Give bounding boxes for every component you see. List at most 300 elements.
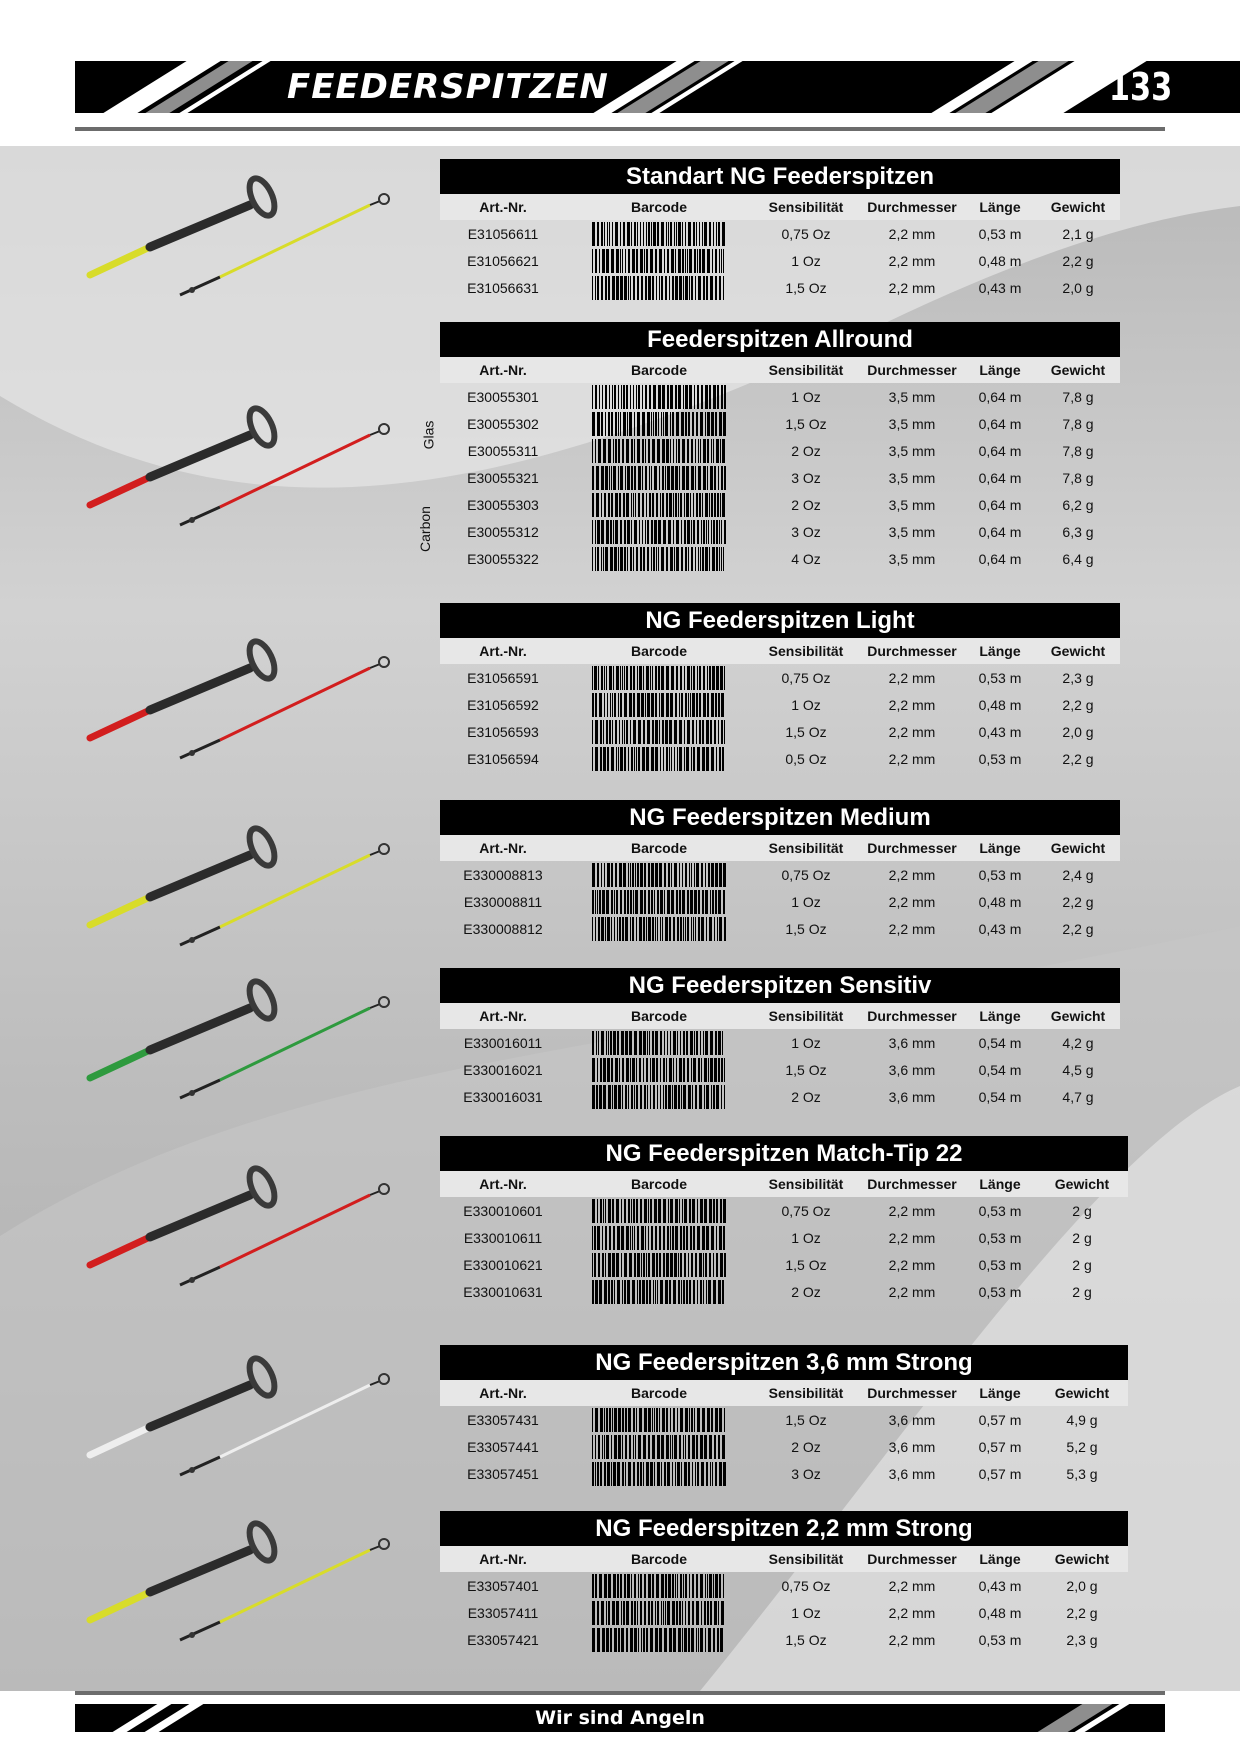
column-header-sens: Sensibilität [768,1176,844,1192]
barcode-graphic [591,412,727,436]
column-header-dm: Durchmesser [867,362,957,378]
cell-sens: 1,5 Oz [785,723,827,740]
column-header-dm: Durchmesser [867,840,957,856]
cell-len: 0,64 m [978,496,1022,513]
cell-dm: 3,6 mm [888,1034,936,1051]
cell-dm: 2,2 mm [888,669,936,686]
cell-dm: 2,2 mm [888,1256,936,1273]
barcode-graphic [591,466,727,490]
cell-len: 0,48 m [978,893,1022,910]
cell-art: E30055312 [467,523,539,540]
column-header-len: Länge [979,1551,1021,1567]
column-header-barcode: Barcode [630,1008,688,1024]
barcode [566,890,752,914]
barcode [566,222,752,246]
cell-sens: 2 Oz [791,1283,821,1300]
table-row [440,1278,1128,1305]
column-header-art: Art.-Nr. [479,362,527,378]
column-header-len: Länge [979,199,1021,215]
cell-art: E30055322 [467,550,539,567]
barcode [566,1085,752,1109]
column-header-dm: Durchmesser [867,1008,957,1024]
column-header-art: Art.-Nr. [479,1008,527,1024]
barcode [566,1574,752,1598]
cell-sens: 3 Oz [791,1465,821,1482]
cell-gew: 2,3 g [1062,669,1094,686]
table-header [440,1003,1120,1029]
table-row [440,383,1120,410]
cell-len: 0,57 m [978,1465,1022,1482]
cell-len: 0,53 m [978,1256,1022,1273]
feeder-tip-yellow-icon [80,165,410,325]
barcode-graphic [591,890,727,914]
table-row [440,1029,1120,1056]
cell-dm: 2,2 mm [888,1229,936,1246]
cell-len: 0,64 m [978,469,1022,486]
table-header [440,357,1120,383]
cell-gew: 2,2 g [1062,920,1094,937]
barcode [566,249,752,273]
page-number: 133 [1108,65,1172,109]
cell-sens: 0,75 Oz [781,1202,831,1219]
table-header [440,1171,1128,1197]
cell-sens: 4 Oz [791,550,821,567]
cell-len: 0,53 m [978,750,1022,767]
barcode-graphic [591,276,727,300]
column-header-dm: Durchmesser [867,1551,957,1567]
cell-art: E33057411 [467,1604,539,1621]
column-header-sens: Sensibilität [768,1551,844,1567]
table-header [440,1380,1128,1406]
table-row [440,491,1120,518]
column-header-len: Länge [979,1008,1021,1024]
cell-len: 0,64 m [978,523,1022,540]
cell-art: E30055302 [467,415,539,432]
cell-gew: 6,3 g [1062,523,1094,540]
barcode-graphic [591,863,727,887]
page-title: FEEDERSPITZEN [287,67,609,107]
column-header-sens: Sensibilität [768,840,844,856]
barcode [566,693,752,717]
column-header-len: Länge [979,362,1021,378]
table-row [440,1572,1128,1599]
cell-gew: 2,2 g [1066,1604,1098,1621]
cell-len: 0,57 m [978,1411,1022,1428]
table-header [440,194,1120,220]
column-header-art: Art.-Nr. [479,1551,527,1567]
cell-art: E330016011 [463,1034,543,1051]
barcode [566,466,752,490]
cell-dm: 2,2 mm [888,1631,936,1648]
cell-len: 0,57 m [978,1438,1022,1455]
barcode-graphic [591,720,727,744]
cell-gew: 2,0 g [1066,1577,1098,1594]
cell-art: E330010611 [463,1229,543,1246]
column-header-gew: Gewicht [1050,840,1106,856]
feeder-tip-yellow-icon [80,815,410,975]
column-header-art: Art.-Nr. [479,1385,527,1401]
table-row [440,518,1120,545]
cell-dm: 3,5 mm [888,442,936,459]
table-row [440,464,1120,491]
barcode-graphic [591,1031,727,1055]
table-row [440,1251,1128,1278]
cell-dm: 2,2 mm [888,893,936,910]
table-row [440,1224,1128,1251]
cell-art: E30055311 [467,442,539,459]
column-header-barcode: Barcode [630,643,688,659]
table-row [440,1197,1128,1224]
barcode [566,412,752,436]
cell-dm: 3,5 mm [888,523,936,540]
barcode-graphic [591,1226,727,1250]
column-header-art: Art.-Nr. [479,643,527,659]
barcode [566,917,752,941]
product-table [440,159,1120,301]
cell-sens: 1,5 Oz [785,279,827,296]
barcode-graphic [591,693,727,717]
barcode-graphic [591,1628,727,1652]
cell-len: 0,43 m [978,920,1022,937]
cell-sens: 1,5 Oz [785,415,827,432]
cell-len: 0,43 m [978,1577,1022,1594]
cell-sens: 3 Oz [791,523,821,540]
column-header-dm: Durchmesser [867,1176,957,1192]
cell-sens: 1,5 Oz [785,920,827,937]
column-header-sens: Sensibilität [768,1385,844,1401]
product-table [440,968,1120,1110]
barcode [566,720,752,744]
cell-sens: 3 Oz [791,469,821,486]
barcode-graphic [591,1253,727,1277]
cell-gew: 2,2 g [1062,252,1094,269]
cell-dm: 3,5 mm [888,469,936,486]
cell-gew: 2,0 g [1062,279,1094,296]
table-row [440,1083,1120,1110]
feeder-tip-red-icon [80,1155,410,1315]
column-header-len: Länge [979,1176,1021,1192]
cell-len: 0,48 m [978,696,1022,713]
column-header-barcode: Barcode [630,1176,688,1192]
column-header-sens: Sensibilität [768,1008,844,1024]
column-header-gew: Gewicht [1050,643,1106,659]
cell-gew: 2,1 g [1062,225,1094,242]
cell-len: 0,53 m [978,1631,1022,1648]
table-row [440,745,1120,772]
cell-dm: 2,2 mm [888,1283,936,1300]
table-row [440,861,1120,888]
cell-sens: 0,75 Oz [781,1577,831,1594]
barcode [566,1408,752,1432]
column-header-sens: Sensibilität [768,199,844,215]
barcode [566,1280,752,1304]
cell-art: E330010631 [463,1283,543,1300]
barcode [566,547,752,571]
cell-sens: 1 Oz [791,1229,821,1246]
barcode [566,493,752,517]
column-header-gew: Gewicht [1050,362,1106,378]
cell-dm: 2,2 mm [888,920,936,937]
column-header-gew: Gewicht [1050,199,1106,215]
cell-art: E330016031 [463,1088,543,1105]
column-header-len: Länge [979,840,1021,856]
carbon-label: Carbon [416,506,433,552]
column-header-gew: Gewicht [1054,1551,1110,1567]
barcode [566,747,752,771]
cell-dm: 3,6 mm [888,1465,936,1482]
cell-sens: 1 Oz [791,388,821,405]
cell-len: 0,54 m [978,1034,1022,1051]
barcode-graphic [591,520,727,544]
cell-dm: 2,2 mm [888,866,936,883]
cell-gew: 2,3 g [1066,1631,1098,1648]
cell-gew: 5,3 g [1066,1465,1098,1482]
barcode [566,1628,752,1652]
cell-len: 0,54 m [978,1088,1022,1105]
table-title: NG Feederspitzen Match-Tip 22 [440,1136,1128,1171]
table-title: NG Feederspitzen 3,6 mm Strong [440,1345,1128,1380]
cell-dm: 3,6 mm [888,1088,936,1105]
product-table [440,1511,1128,1653]
column-header-art: Art.-Nr. [479,840,527,856]
cell-art: E33057421 [467,1631,539,1648]
cell-dm: 3,5 mm [888,415,936,432]
barcode-graphic [591,1574,727,1598]
table-header [440,835,1120,861]
footer-divider [75,1691,1165,1695]
cell-sens: 1 Oz [791,252,821,269]
barcode [566,1601,752,1625]
column-header-art: Art.-Nr. [479,199,527,215]
cell-sens: 2 Oz [791,1088,821,1105]
table-title: NG Feederspitzen Sensitiv [440,968,1120,1003]
cell-sens: 2 Oz [791,496,821,513]
table-row [440,545,1120,572]
cell-len: 0,64 m [978,388,1022,405]
table-title: NG Feederspitzen Light [440,603,1120,638]
barcode [566,1058,752,1082]
column-header-barcode: Barcode [630,199,688,215]
page-header [75,61,1240,113]
feeder-tip-white-icon [80,1345,410,1505]
column-header-gew: Gewicht [1054,1385,1110,1401]
cell-gew: 2,0 g [1062,723,1094,740]
cell-gew: 2,4 g [1062,866,1094,883]
cell-dm: 2,2 mm [888,1604,936,1621]
barcode-graphic [591,666,727,690]
column-header-len: Länge [979,1385,1021,1401]
cell-art: E33057401 [467,1577,539,1594]
cell-dm: 3,6 mm [888,1061,936,1078]
feeder-tip-yellow-icon [80,1510,410,1670]
cell-art: E31056592 [467,696,539,713]
cell-sens: 0,75 Oz [781,669,831,686]
cell-art: E33057431 [467,1411,539,1428]
cell-art: E330008812 [463,920,543,937]
cell-gew: 7,8 g [1062,388,1094,405]
cell-sens: 1,5 Oz [785,1061,827,1078]
cell-art: E31056611 [467,225,539,242]
cell-art: E31056594 [467,750,539,767]
cell-gew: 4,7 g [1062,1088,1094,1105]
column-header-barcode: Barcode [630,840,688,856]
table-row [440,1056,1120,1083]
barcode [566,439,752,463]
cell-sens: 1 Oz [791,1034,821,1051]
product-table [440,1345,1128,1487]
cell-gew: 4,2 g [1062,1034,1094,1051]
cell-sens: 1 Oz [791,1604,821,1621]
barcode-graphic [591,439,727,463]
cell-sens: 1 Oz [791,893,821,910]
table-row [440,220,1120,247]
cell-dm: 3,6 mm [888,1411,936,1428]
cell-art: E31056593 [467,723,539,740]
cell-art: E31056621 [467,252,539,269]
column-header-sens: Sensibilität [768,362,844,378]
cell-dm: 2,2 mm [888,696,936,713]
cell-art: E31056591 [467,669,539,686]
barcode-graphic [591,493,727,517]
cell-sens: 1,5 Oz [785,1411,827,1428]
barcode [566,520,752,544]
cell-gew: 5,2 g [1066,1438,1098,1455]
cell-dm: 3,5 mm [888,550,936,567]
product-table [440,800,1120,942]
column-header-gew: Gewicht [1050,1008,1106,1024]
column-header-art: Art.-Nr. [479,1176,527,1192]
feeder-tip-green-icon [80,968,410,1128]
cell-art: E30055321 [467,469,539,486]
cell-len: 0,48 m [978,252,1022,269]
product-table [440,1136,1128,1305]
cell-dm: 2,2 mm [888,279,936,296]
barcode-graphic [591,1435,727,1459]
cell-dm: 2,2 mm [888,252,936,269]
cell-len: 0,48 m [978,1604,1022,1621]
cell-gew: 4,5 g [1062,1061,1094,1078]
cell-dm: 3,6 mm [888,1438,936,1455]
column-header-dm: Durchmesser [867,1385,957,1401]
cell-gew: 6,2 g [1062,496,1094,513]
cell-art: E30055303 [467,496,539,513]
cell-gew: 2,2 g [1062,696,1094,713]
cell-gew: 2 g [1072,1202,1092,1219]
table-header [440,638,1120,664]
table-row [440,247,1120,274]
barcode-graphic [591,385,727,409]
column-header-barcode: Barcode [630,1385,688,1401]
barcode-graphic [591,1462,727,1486]
cell-dm: 2,2 mm [888,1577,936,1594]
barcode-graphic [591,249,727,273]
cell-gew: 2 g [1072,1283,1092,1300]
cell-gew: 2,2 g [1062,893,1094,910]
barcode [566,276,752,300]
cell-art: E330010621 [463,1256,543,1273]
cell-gew: 2 g [1072,1256,1092,1273]
column-header-barcode: Barcode [630,1551,688,1567]
barcode-graphic [591,1085,727,1109]
product-table [440,322,1120,572]
cell-art: E33057441 [467,1438,539,1455]
cell-dm: 3,5 mm [888,388,936,405]
feeder-tip-red-icon [80,628,410,788]
cell-dm: 2,2 mm [888,225,936,242]
cell-len: 0,54 m [978,1061,1022,1078]
page-footer [75,1704,1165,1732]
cell-gew: 7,8 g [1062,442,1094,459]
cell-len: 0,43 m [978,723,1022,740]
cell-art: E330016021 [463,1061,543,1078]
cell-dm: 2,2 mm [888,723,936,740]
barcode-graphic [591,1058,727,1082]
footer-slogan: Wir sind Angeln [535,1707,705,1729]
table-title: Feederspitzen Allround [440,322,1120,357]
table-row [440,691,1120,718]
table-title: NG Feederspitzen 2,2 mm Strong [440,1511,1128,1546]
barcode [566,666,752,690]
cell-art: E330010601 [463,1202,543,1219]
cell-len: 0,64 m [978,550,1022,567]
cell-gew: 2 g [1072,1229,1092,1246]
barcode [566,1226,752,1250]
barcode [566,1462,752,1486]
cell-sens: 1 Oz [791,696,821,713]
cell-len: 0,53 m [978,1202,1022,1219]
feeder-tip-red-icon [80,395,410,555]
cell-len: 0,53 m [978,669,1022,686]
table-row [440,1599,1128,1626]
table-row [440,1433,1128,1460]
cell-len: 0,64 m [978,415,1022,432]
cell-len: 0,43 m [978,279,1022,296]
table-row [440,1460,1128,1487]
table-header [440,1546,1128,1572]
barcode [566,1199,752,1223]
cell-gew: 7,8 g [1062,469,1094,486]
column-header-len: Länge [979,643,1021,659]
cell-art: E30055301 [467,388,539,405]
cell-sens: 2 Oz [791,442,821,459]
table-row [440,410,1120,437]
column-header-barcode: Barcode [630,362,688,378]
barcode [566,1435,752,1459]
cell-len: 0,53 m [978,866,1022,883]
cell-len: 0,53 m [978,1283,1022,1300]
barcode-graphic [591,917,727,941]
column-header-dm: Durchmesser [867,643,957,659]
cell-dm: 3,5 mm [888,496,936,513]
table-row [440,1626,1128,1653]
barcode-graphic [591,1199,727,1223]
cell-gew: 2,2 g [1062,750,1094,767]
table-title: Standart NG Feederspitzen [440,159,1120,194]
cell-art: E330008813 [463,866,543,883]
cell-gew: 6,4 g [1062,550,1094,567]
column-header-gew: Gewicht [1054,1176,1110,1192]
cell-sens: 1,5 Oz [785,1256,827,1273]
barcode-graphic [591,547,727,571]
column-header-sens: Sensibilität [768,643,844,659]
barcode [566,1253,752,1277]
table-row [440,888,1120,915]
cell-art: E31056631 [467,279,539,296]
cell-dm: 2,2 mm [888,750,936,767]
table-title: NG Feederspitzen Medium [440,800,1120,835]
table-row [440,664,1120,691]
barcode-graphic [591,747,727,771]
